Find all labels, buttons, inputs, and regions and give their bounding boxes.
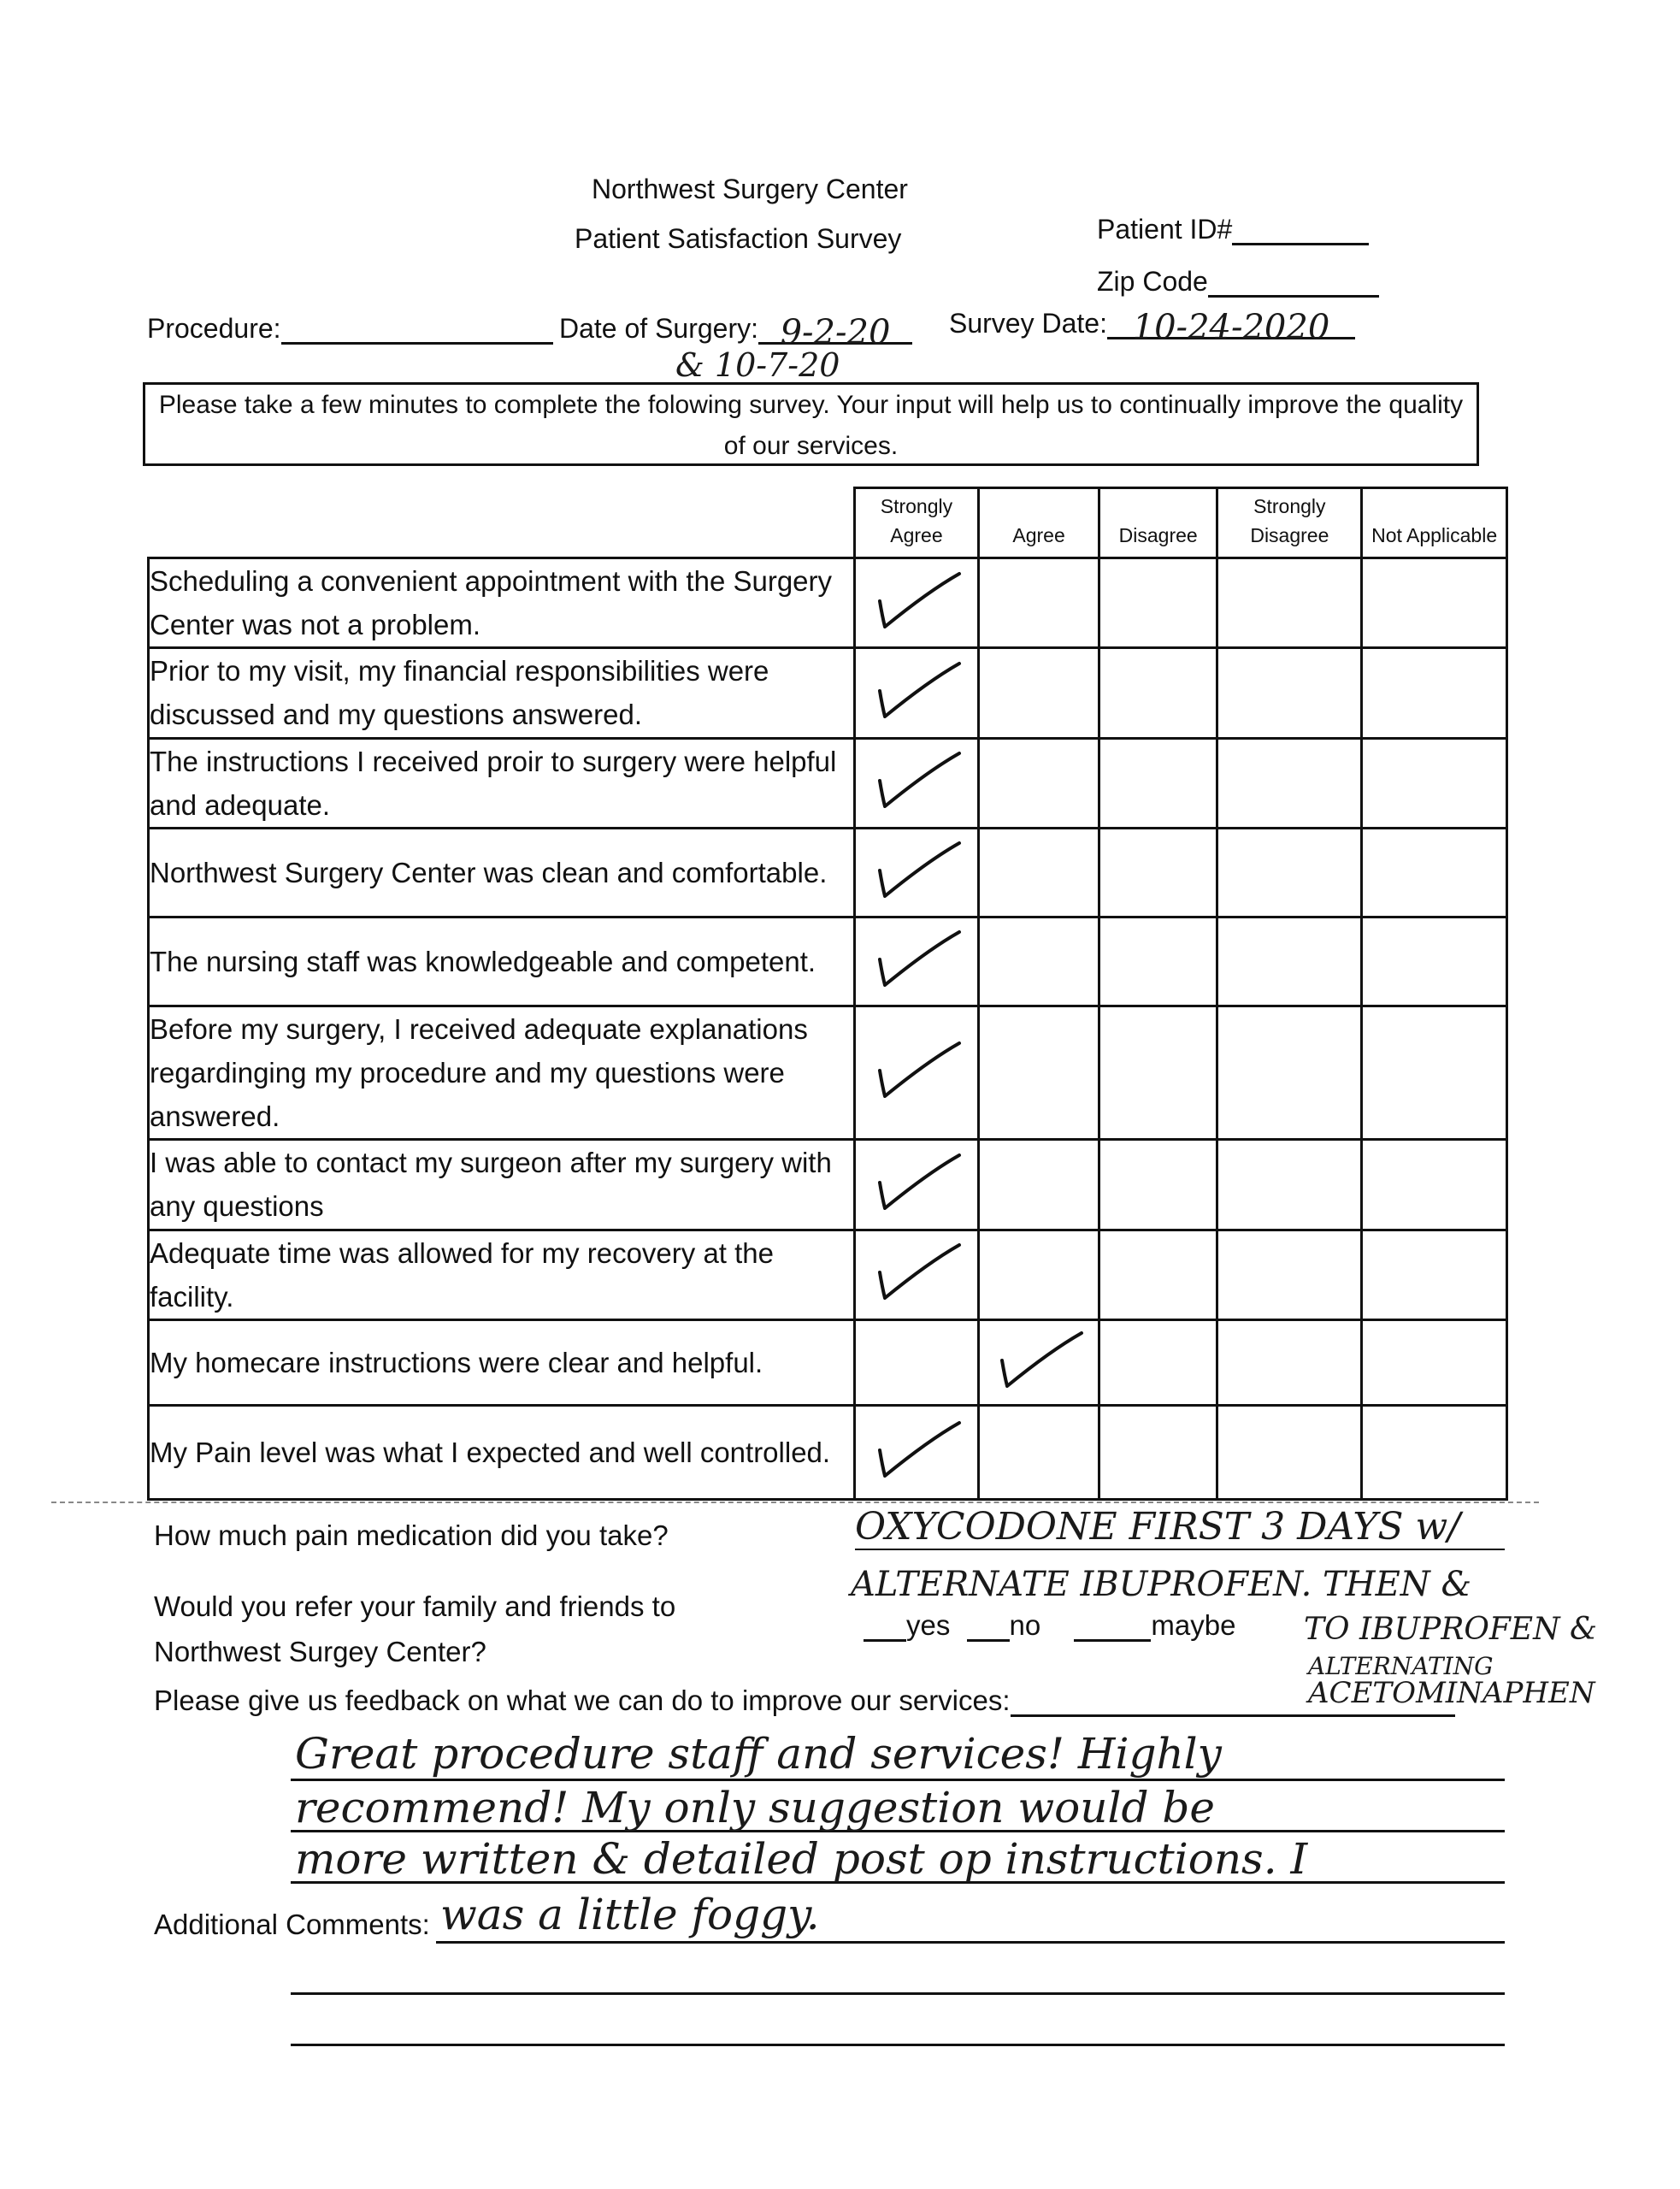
pain-answer-line-2: ALTERNATE IBUPROFEN. THEN &	[851, 1565, 1472, 1604]
answer-cell-not-applicable[interactable]	[1362, 648, 1507, 738]
table-row	[149, 558, 1507, 648]
answer-cell-strongly-agree[interactable]	[854, 648, 979, 738]
answer-cell-strongly-disagree[interactable]	[1217, 917, 1362, 1006]
feedback-blank[interactable]	[1011, 1685, 1455, 1717]
date-of-surgery-label: Date of Surgery:	[559, 313, 758, 344]
checkmark-icon	[861, 925, 972, 994]
col-strongly-agree: Strongly Agree	[854, 488, 979, 558]
feedback-answer-line-3: more written & detailed post op instructions. I	[295, 1834, 1308, 1884]
answer-cell-agree[interactable]	[979, 1405, 1099, 1499]
patient-id-blank[interactable]	[1232, 214, 1369, 245]
question-text: Adequate time was allowed for my recovery at the facility.	[149, 1230, 855, 1319]
zip-code-field[interactable]	[1097, 266, 1379, 298]
question-text: Scheduling a convenient appointment with the Surgery Center was not a problem.	[149, 558, 855, 648]
refer-question	[154, 1584, 675, 1675]
answer-cell-strongly-agree[interactable]	[854, 1140, 979, 1230]
page-separator	[51, 1502, 1539, 1503]
answer-cell-not-applicable[interactable]	[1362, 1405, 1507, 1499]
checkmark-icon	[861, 1148, 972, 1217]
instructions-box	[143, 382, 1479, 466]
answer-cell-strongly-disagree[interactable]	[1217, 1140, 1362, 1230]
question-text: I was able to contact my surgeon after my surgery with any questions	[149, 1140, 855, 1230]
col-agree: Agree	[979, 488, 1099, 558]
feedback-answer-line-2: recommend! My only suggestion would be	[295, 1783, 1215, 1832]
patient-id-label: Patient ID#	[1097, 214, 1233, 245]
comments-answer: was a little foggy.	[440, 1890, 820, 1939]
feedback-field[interactable]	[154, 1685, 1455, 1717]
answer-cell-not-applicable[interactable]	[1362, 1006, 1507, 1139]
answer-cell-strongly-agree[interactable]	[854, 1006, 979, 1139]
answer-cell-agree[interactable]	[979, 1140, 1099, 1230]
table-corner	[149, 488, 855, 558]
checkmark-icon	[861, 657, 972, 725]
table-row	[149, 648, 1507, 738]
date-of-surgery-value[interactable]: 9-2-20	[758, 313, 912, 345]
answer-cell-agree[interactable]	[979, 828, 1099, 917]
answer-cell-strongly-agree[interactable]	[854, 1319, 979, 1405]
checkmark-icon	[861, 1238, 972, 1307]
answer-cell-strongly-agree[interactable]	[854, 828, 979, 917]
question-text: Northwest Surgery Center was clean and comfortable.	[149, 828, 855, 917]
answer-cell-disagree[interactable]	[1099, 558, 1217, 648]
instructions-text: Please take a few minutes to complete the folowing survey. Your input will help us to continually improve the quality of our services.	[158, 391, 1464, 460]
answer-cell-disagree[interactable]	[1099, 1006, 1217, 1139]
pain-answer-line-1: OXYCODONE FIRST 3 DAYS w/	[855, 1505, 1505, 1550]
answer-cell-disagree[interactable]	[1099, 738, 1217, 828]
answer-cell-not-applicable[interactable]	[1362, 1230, 1507, 1319]
answer-cell-agree[interactable]	[979, 1230, 1099, 1319]
answer-cell-not-applicable[interactable]	[1362, 828, 1507, 917]
survey-date-field[interactable]	[949, 308, 1355, 347]
table-row	[149, 1230, 1507, 1319]
question-text: My Pain level was what I expected and well controlled.	[149, 1405, 855, 1499]
answer-cell-strongly-disagree[interactable]	[1217, 1405, 1362, 1499]
question-text: The nursing staff was knowledgeable and competent.	[149, 917, 855, 1006]
answer-cell-not-applicable[interactable]	[1362, 1140, 1507, 1230]
answer-cell-strongly-agree[interactable]	[854, 1405, 979, 1499]
table-row	[149, 1140, 1507, 1230]
refer-no-blank[interactable]	[967, 1610, 1010, 1642]
pain-medication-question: How much pain medication did you take?	[154, 1519, 669, 1551]
pain-answer-line-5: ACETOMINAPHEN	[1308, 1676, 1595, 1710]
answer-cell-strongly-agree[interactable]	[854, 558, 979, 648]
refer-question-line-2: Northwest Surgey Center?	[154, 1635, 486, 1667]
comments-label: Additional Comments:	[154, 1909, 430, 1940]
refer-no-label: no	[1009, 1609, 1041, 1641]
refer-yes-label: yes	[906, 1609, 951, 1641]
answer-cell-disagree[interactable]	[1099, 917, 1217, 1006]
question-text: The instructions I received proir to surgery were helpful and adequate.	[149, 738, 855, 828]
comments-line-2[interactable]	[291, 1992, 1505, 1995]
checkmark-icon	[861, 1036, 972, 1105]
answer-cell-not-applicable[interactable]	[1362, 738, 1507, 828]
answer-cell-strongly-disagree[interactable]	[1217, 828, 1362, 917]
checkmark-icon	[861, 1416, 972, 1484]
comments-line-3[interactable]	[291, 2044, 1505, 2046]
checkmark-icon	[861, 746, 972, 815]
procedure-blank[interactable]	[281, 313, 553, 345]
checkmark-icon	[861, 836, 972, 905]
survey-title: Patient Satisfaction Survey	[575, 223, 902, 254]
answer-cell-strongly-disagree[interactable]	[1217, 558, 1362, 648]
answer-cell-strongly-disagree[interactable]	[1217, 1319, 1362, 1405]
org-name: Northwest Surgery Center	[592, 174, 908, 204]
table-row	[149, 1006, 1507, 1139]
table-row	[149, 738, 1507, 828]
zip-code-label: Zip Code	[1097, 266, 1208, 297]
procedure-field[interactable]	[147, 313, 553, 345]
feedback-line-1[interactable]	[291, 1779, 1505, 1781]
answer-cell-disagree[interactable]	[1099, 1140, 1217, 1230]
answer-cell-strongly-agree[interactable]	[854, 738, 979, 828]
date-of-surgery-field[interactable]	[559, 313, 912, 352]
answer-cell-strongly-disagree[interactable]	[1217, 1006, 1362, 1139]
answer-cell-strongly-agree[interactable]	[854, 917, 979, 1006]
answer-cell-disagree[interactable]	[1099, 1230, 1217, 1319]
table-row	[149, 828, 1507, 917]
answer-cell-strongly-disagree[interactable]	[1217, 738, 1362, 828]
answer-cell-strongly-disagree[interactable]	[1217, 648, 1362, 738]
answer-cell-strongly-disagree[interactable]	[1217, 1230, 1362, 1319]
comments-line-1[interactable]	[436, 1941, 1505, 1944]
answer-cell-agree[interactable]	[979, 1006, 1099, 1139]
answer-cell-agree[interactable]	[979, 1319, 1099, 1405]
survey-table	[147, 487, 1508, 1501]
answer-cell-agree[interactable]	[979, 558, 1099, 648]
patient-id-field[interactable]	[1097, 214, 1369, 245]
answer-cell-disagree[interactable]	[1099, 1319, 1217, 1405]
table-row	[149, 1319, 1507, 1405]
answer-cell-agree[interactable]	[979, 738, 1099, 828]
procedure-label: Procedure:	[147, 313, 281, 344]
col-strongly-disagree: Strongly Disagree	[1217, 488, 1362, 558]
question-text: Prior to my visit, my financial responsibilities were discussed and my questions answered.	[149, 648, 855, 738]
answer-cell-disagree[interactable]	[1099, 1405, 1217, 1499]
refer-yes-blank[interactable]	[864, 1610, 906, 1642]
refer-maybe-blank[interactable]	[1074, 1610, 1151, 1642]
pain-answer-line-4: ALTERNATING	[1308, 1652, 1494, 1680]
answer-cell-agree[interactable]	[979, 917, 1099, 1006]
date-of-surgery-extra: & 10-7-20	[675, 346, 840, 384]
answer-cell-disagree[interactable]	[1099, 828, 1217, 917]
refer-maybe-label: maybe	[1151, 1609, 1236, 1641]
survey-date-value[interactable]: 10-24-2020	[1107, 308, 1355, 339]
col-not-applicable: Not Applicable	[1362, 488, 1507, 558]
checkmark-icon	[861, 567, 972, 635]
survey-date-label: Survey Date:	[949, 308, 1107, 339]
answer-cell-agree[interactable]	[979, 648, 1099, 738]
question-text: Before my surgery, I received adequate explanations regardinging my procedure and my questions were answered.	[149, 1006, 855, 1139]
refer-options	[864, 1609, 1235, 1642]
answer-cell-disagree[interactable]	[1099, 648, 1217, 738]
answer-cell-strongly-agree[interactable]	[854, 1230, 979, 1319]
checkmark-icon	[983, 1326, 1094, 1395]
table-row	[149, 1405, 1507, 1499]
table-row	[149, 917, 1507, 1006]
answer-cell-not-applicable[interactable]	[1362, 558, 1507, 648]
question-text: My homecare instructions were clear and helpful.	[149, 1319, 855, 1405]
col-disagree: Disagree	[1099, 488, 1217, 558]
refer-question-line-1: Would you refer your family and friends to	[154, 1590, 676, 1622]
pain-answer-line-3: TO IBUPROFEN &	[1304, 1612, 1598, 1647]
feedback-answer-line-1: Great procedure staff and services! Highly	[295, 1729, 1222, 1779]
zip-code-blank[interactable]	[1208, 266, 1379, 298]
feedback-label: Please give us feedback on what we can do to improve our services:	[154, 1685, 1011, 1716]
answer-cell-not-applicable[interactable]	[1362, 1319, 1507, 1405]
answer-cell-not-applicable[interactable]	[1362, 917, 1507, 1006]
